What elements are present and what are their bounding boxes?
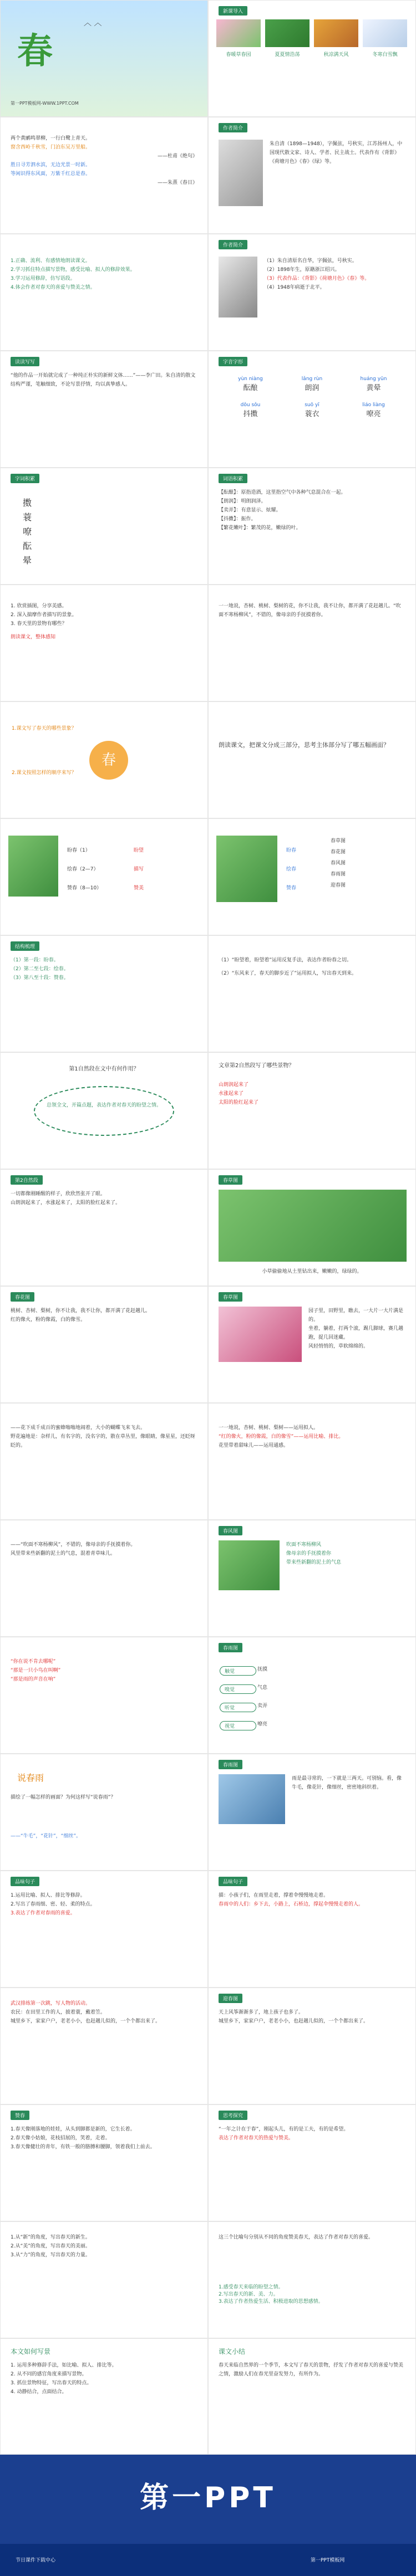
section-label: 盼春（1） xyxy=(67,848,90,853)
tile-label: 夏夏情浩荡 xyxy=(275,52,300,58)
text-line: ——“吹面不寒杨柳风”，不错的，像母亲的手抚摸着你。 xyxy=(11,1542,136,1548)
rain-question: 描绘了一幅怎样的画面？为何这样写“说春雨”？ xyxy=(11,1795,116,1800)
slide-tag: 品味句子 xyxy=(11,1877,39,1886)
slide-8 xyxy=(208,351,416,468)
word-text: 蓑衣 xyxy=(305,410,319,418)
pinyin-text: lǎng rùn xyxy=(301,376,323,382)
section-title: 说春雨 xyxy=(17,1773,44,1783)
slide-tag: 赞春 xyxy=(11,2111,29,2120)
spring-image xyxy=(216,19,261,47)
part-label: 赞春 xyxy=(286,885,297,891)
footer-right[interactable]: 第一PPT模板网 xyxy=(311,2558,345,2563)
cover-site: 第一PPT模板网-WWW.1PPT.COM xyxy=(11,101,79,106)
slide-25 xyxy=(0,1286,208,1403)
slide-12 xyxy=(0,585,208,701)
slide-27 xyxy=(0,1403,208,1520)
slide-36 xyxy=(0,1988,208,2104)
fact-line: （1）朱自清原名自华，字佩弦，号秋实。 xyxy=(264,258,357,264)
author-portrait xyxy=(219,140,263,206)
wind-lines xyxy=(11,1540,197,1631)
text-line: 城里乡下，家家户户，老老小小，也赶趟儿似的，一个个都出来了。 xyxy=(219,2019,369,2024)
slide-19 xyxy=(208,935,416,1052)
slide-22 xyxy=(0,1169,208,1286)
sound-item: “那是一只小鸟在叫啊” xyxy=(11,1668,61,1673)
vocab-list xyxy=(219,488,405,578)
slide-26 xyxy=(208,1403,416,1520)
slide-38 xyxy=(208,2104,416,2221)
slide-46 xyxy=(208,2338,416,2455)
slide-30 xyxy=(208,1637,416,1754)
tile-label: 春暖草春园 xyxy=(226,52,251,58)
text-line: 山朗润起来了，水涨起来了，太阳的脸红起来了。 xyxy=(11,1200,121,1206)
welcome-lines xyxy=(219,2008,405,2098)
word-text: 嘹亮 xyxy=(366,410,381,418)
text-line: 武汉排练第一次跳，写人物的活动。 xyxy=(11,2001,91,2006)
text-line: 2.从“美”的角度，写出春天的美丽。 xyxy=(11,2244,90,2249)
rain-image xyxy=(219,1774,285,1824)
poem-line: 窗含西岭千秋雪，门泊东吴万里船。 xyxy=(11,145,91,150)
slide-tag: 结构梳理 xyxy=(11,941,39,951)
objective-item: 1.正确、流利、有感情地朗读课文。 xyxy=(11,258,90,264)
slide-3 xyxy=(0,117,208,234)
slide-tag: 春花图 xyxy=(11,1292,34,1302)
scene-item: 迎春图 xyxy=(331,883,346,888)
grass-lines xyxy=(308,1307,405,1397)
slide-tag: 春草图 xyxy=(219,1292,242,1302)
sense-word: 卖弄 xyxy=(257,1703,268,1709)
pinyin-cell xyxy=(343,402,404,418)
slide-23 xyxy=(208,1169,416,1286)
part-label: 绘春 xyxy=(286,867,297,872)
fact-line: （2）1898年生，原籍浙江绍兴。 xyxy=(264,267,340,273)
scene-items xyxy=(219,1080,405,1163)
autumn-image xyxy=(314,19,358,47)
slide-tag: 春草图 xyxy=(219,1175,242,1185)
sound-item: “那是雨的声音在响” xyxy=(11,1677,56,1682)
slide-5 xyxy=(0,234,208,351)
slide-34 xyxy=(0,1871,208,1988)
slide-17 xyxy=(0,818,208,935)
word-text: 抖擞 xyxy=(243,410,258,418)
slide-24 xyxy=(208,1286,416,1403)
cover-title: 春 xyxy=(17,30,53,72)
summer-image xyxy=(265,19,310,47)
slide-tag: 读读写写 xyxy=(11,357,39,366)
summary-line: （2）第二至七段：绘春。 xyxy=(11,966,69,972)
text-line: 园子里，田野里，瞧去，一大片一大片满是的。 xyxy=(308,1308,404,1323)
slide-29 xyxy=(0,1520,208,1637)
rain-note: ——“牛毛”，“花针”，“细丝”。 xyxy=(11,1834,81,1839)
structure-labels xyxy=(67,841,102,898)
reading-text: 一一地说，杏树、桃树、梨树的花，你不让我，我不让你，都开满了花赶趟儿。“吹面不寒杨柳风”，不错的，像母亲的手抚摸着你。 xyxy=(219,603,401,618)
method-item: 1. 运用多种修辞手法，如比喻、拟人、排比等。 xyxy=(11,2363,117,2368)
scene-item: 太阳的脸红起来了 xyxy=(219,1100,259,1105)
method-list xyxy=(11,2361,197,2449)
pinyin-text: huáng yūn xyxy=(360,376,387,382)
scene-item: 春草图 xyxy=(331,838,346,844)
end-logo: 第一PPT xyxy=(140,2481,276,2514)
poem-author: ——杜甫《绝句》 xyxy=(157,153,197,159)
scene-item: 春风图 xyxy=(331,861,346,866)
char-item: 晕 xyxy=(23,555,32,566)
slide-2 xyxy=(208,0,416,117)
flower-lines xyxy=(11,1307,197,1397)
question-title: 第1自然段在文中有何作用？ xyxy=(69,1066,139,1072)
objective-item: 2.学习抓住特点描写景物，感受比喻、拟人的修辞效果。 xyxy=(11,267,135,273)
pinyin-text: yùn niàng xyxy=(238,376,263,382)
answer-bubble: 总领全文，开篇点题，表达作者对春天的盼望之情。 xyxy=(34,1086,174,1136)
spring-field-image xyxy=(216,836,277,902)
vocab-item: 【繁花嫩叶】：繁茂的花，嫩绿的叶。 xyxy=(219,525,301,531)
summary-line: （3）第八至十段：赞春。 xyxy=(11,975,69,981)
slide-9 xyxy=(208,468,416,585)
sense-label: 视觉 xyxy=(220,1721,256,1730)
text-line: 2.写出了春雨细、密、轻、柔的特点。 xyxy=(11,1902,95,1907)
vocab-item: 【朗润】：明朗润泽。 xyxy=(219,499,266,504)
summary-line: （1）第一段：盼春。 xyxy=(11,957,59,963)
rain-analysis xyxy=(11,1891,197,1981)
image-caption: 小草偷偷地从土里钻出来，嫩嫩的，绿绿的。 xyxy=(262,1269,362,1274)
slide-tag: 作者简介 xyxy=(219,240,247,249)
section-item: 盼望 xyxy=(134,848,144,853)
pinyin-cell xyxy=(220,376,281,392)
footer-bar xyxy=(0,2544,416,2576)
fact-line: （4）1948年病逝于北平。 xyxy=(264,285,325,290)
slide-35 xyxy=(208,1871,416,1988)
section-label: 赞春（8—10） xyxy=(67,885,102,891)
text-line: 一切都像刚睡醒的样子，欣欣然张开了眼。 xyxy=(11,1191,106,1197)
pinyin-text: liáo liàng xyxy=(362,402,385,408)
author-text: 朱自清（1898—1948），字佩弦，号秋实，江苏扬州人，中国现代散文家、诗人、学者、民主战士。代表作有《背影》《荷塘月色》《春》《绿》等。 xyxy=(270,141,403,165)
text-line: 农民：在田里工作的人，披着蓑，戴着笠。 xyxy=(11,2010,106,2015)
summary-text: 春天来临自然界的一个季节，本文写了春天的景物，抒发了作者对春天的喜爱与赞美之情，激励人们在春光里奋发努力，有所作为。 xyxy=(219,2363,404,2377)
part-labels xyxy=(286,841,296,898)
slide-tag: 春风图 xyxy=(219,1526,242,1535)
tile-label: 秋凉满天风 xyxy=(323,52,349,58)
poem-author: ——朱熹《春日》 xyxy=(157,180,197,186)
task-item: 2. 深入揣摩作者描写的景象。 xyxy=(11,612,77,618)
slide-33 xyxy=(0,1754,208,1871)
method-item: 2. 从不同的感官角度来描写景物。 xyxy=(11,2372,87,2377)
vocab-item: 【酝酿】：原指造酒，这里指空气中各种气息混合在一起。 xyxy=(219,490,346,495)
slide-45 xyxy=(0,2338,208,2455)
wind-points xyxy=(286,1540,405,1631)
slide-31 xyxy=(0,1637,208,1754)
scene-item: 春花图 xyxy=(331,849,346,855)
slide-28 xyxy=(208,1520,416,1637)
center-circle: 春 xyxy=(89,741,128,780)
winter-image xyxy=(363,19,407,47)
text-line: 桃树、杏树、梨树，你不让我，我不让你，都开满了花赶趟儿。 xyxy=(11,1308,151,1314)
slide-39 xyxy=(0,2104,208,2221)
slide-18 xyxy=(0,935,208,1052)
poem-block xyxy=(11,134,197,228)
char-item: 蓑 xyxy=(23,512,32,523)
slide-tag: 字词积累 xyxy=(11,474,39,483)
slide-13 xyxy=(208,585,416,701)
structure-summary xyxy=(11,956,197,1046)
question-2: 2.课文按照怎样的顺序来写？ xyxy=(12,770,77,776)
task-prompt: 朗读课文，把课文分成三部分，思考主体部分写了哪五幅画面？ xyxy=(219,741,389,749)
pinyin-cell xyxy=(343,376,404,392)
slide-tag: 春雨图 xyxy=(219,1643,242,1652)
pinyin-cell xyxy=(281,376,343,392)
theme-item: 3.表达了作者热爱生活、积极进取的思想感情。 xyxy=(219,2299,323,2304)
sound-item: “你在说不肯去哪呢” xyxy=(11,1659,56,1665)
flower-image xyxy=(219,1307,302,1362)
slide-10 xyxy=(0,468,208,585)
text-line: 城里乡下，家家户户，老老小小，也赶趟儿似的，一个个都出来了。 xyxy=(11,2019,161,2024)
sense-word: 气息 xyxy=(257,1685,268,1691)
poem-line: 胜日寻芳泗水滨，无边光景一时新。 xyxy=(11,162,91,168)
sense-label: 听觉 xyxy=(220,1703,256,1712)
slide-tag: 新课导入 xyxy=(219,6,247,16)
point-item: 吹面不寒杨柳风 xyxy=(286,1542,322,1548)
slide-tag: 词语积累 xyxy=(219,474,247,483)
method-item: 4. 动静结合，点面结合。 xyxy=(11,2389,67,2395)
text-line: 红的像火，粉的像霞，白的像雪。 xyxy=(11,1317,86,1323)
section-item: 描写 xyxy=(134,867,144,872)
pinyin-text: suō yī xyxy=(305,402,319,408)
sense-word: 抚摸 xyxy=(257,1667,268,1672)
sense-label: 嗅觉 xyxy=(220,1684,256,1694)
scene-item: 山朗润起来了 xyxy=(219,1082,249,1088)
word-text: 黄晕 xyxy=(366,384,381,392)
text-line: “红的像火，粉的像霞，白的像雪”——运用比喻、排比。 xyxy=(219,1434,344,1440)
text-line: 3.表达了作者对春雨的喜爱。 xyxy=(11,1911,75,1916)
word-text: 朗润 xyxy=(305,384,319,392)
task-list xyxy=(11,602,197,695)
text-line: 1.从“新”的角度，写出春天的新生。 xyxy=(11,2235,90,2240)
praise-lines xyxy=(11,2125,197,2215)
summary-text: 这三个比喻句分别从不同的角度赞美春天，表达了作者对春天的喜爱。 xyxy=(219,2235,374,2240)
bird-icon: ︿ ︿ xyxy=(84,19,102,28)
char-column xyxy=(23,496,32,568)
slide-32 xyxy=(208,1754,416,1871)
fact-line: （3）代表作品：《背影》《荷塘月色》《春》等。 xyxy=(264,276,370,281)
slide-tag: 迎春图 xyxy=(219,1994,242,2003)
slide-14 xyxy=(0,701,208,818)
slide-41 xyxy=(208,2221,416,2338)
analysis-item: （2）“东风来了，春天的脚步近了”运用拟人，写出春天到来。 xyxy=(219,971,357,976)
text-line: ——花下成千成百的蜜蜂嗡嗡地闹着，大小的蝴蝶飞来飞去。 xyxy=(11,1425,146,1431)
text-line: 3.从“力”的角度，写出春天的力量。 xyxy=(11,2252,90,2258)
point-item: 像母亲的手抚摸着你 xyxy=(286,1551,332,1556)
section-title: 课文小结 xyxy=(219,2348,246,2355)
paragraph-lines xyxy=(11,1190,197,1280)
end-slide xyxy=(0,2455,416,2544)
text-line: 坐着，躺着，打两个滚，踢几脚球，赛几趟跑，捉几回迷藏。 xyxy=(308,1326,404,1340)
theme-list xyxy=(219,2283,405,2304)
slide-15 xyxy=(208,701,416,818)
vocab-item: 【抖擞】：振作。 xyxy=(219,516,256,522)
text-line: 1.运用比喻、拟人、排比等修辞。 xyxy=(11,1893,85,1898)
slide-16 xyxy=(208,818,416,935)
slide-21 xyxy=(208,1052,416,1169)
section-label: 绘春（2—7） xyxy=(67,867,99,872)
slide-7 xyxy=(0,351,208,468)
text-line: 天上风筝渐渐多了，地上孩子也多了。 xyxy=(219,2010,304,2015)
text-line: 3.春天像健壮的青年，有铁一般的胳膊和腰脚，领着我们上前去。 xyxy=(11,2144,155,2150)
slide-6 xyxy=(208,234,416,351)
pinyin-cell xyxy=(220,402,281,418)
text-line: 春雨中的人们：乡下去，小路上，石桥边，撑起伞慢慢走着的人。 xyxy=(219,1902,364,1907)
grass-image xyxy=(219,1190,407,1262)
text-line: 2.春天像小姑娘，花枝招展的，笑着，走着。 xyxy=(11,2135,110,2141)
slide-tag: 作者简介 xyxy=(219,123,247,132)
slide-tag: 第2自然段 xyxy=(11,1175,43,1185)
analysis-item: （1）“盼望着，盼望着”运用反复手法，表达作者盼春之切。 xyxy=(219,957,352,963)
rain-caption: 雨是最寻常的，一下就是三两天。可别恼。看，像牛毛，像花针，像细丝，密密地斜织着。 xyxy=(292,1776,402,1790)
part-label: 盼春 xyxy=(286,848,297,853)
tile-label: 冬寒白雪飘 xyxy=(372,52,398,58)
task-item: 3. 春天里的景物有哪些？ xyxy=(11,621,67,627)
question-title: 文章第2自然段写了哪些景物？ xyxy=(219,1063,295,1069)
sense-word: 嘹亮 xyxy=(257,1722,268,1727)
text-line: 花里带着甜味儿——运用通感。 xyxy=(219,1443,289,1448)
think-lines xyxy=(219,2125,405,2215)
method-item: 3. 抓住景物特征，写出春天的特点。 xyxy=(11,2380,92,2386)
analysis-list xyxy=(219,956,405,1046)
spring-scene-image xyxy=(8,836,58,897)
vocab-item: 【卖弄】：有意显示、炫耀。 xyxy=(219,508,281,513)
sense-label: 触觉 xyxy=(220,1666,256,1676)
poem-line: 两个黄鹂鸣翠柳，一行白鹭上青天。 xyxy=(11,136,91,141)
char-item: 嘹 xyxy=(23,526,32,537)
objectives xyxy=(11,257,197,345)
point-item: 带来些新翻的泥土的气息 xyxy=(286,1560,342,1565)
text-line: 表达了作者对春天的热爱与赞美。 xyxy=(219,2135,294,2141)
theme-item: 1.感受春天来临的盼望之情。 xyxy=(219,2285,283,2290)
slide-37 xyxy=(208,1988,416,2104)
angle-lines xyxy=(11,2233,197,2332)
text-line: “一年之计在于春”，刚起头儿，有的是工夫，有的是希望。 xyxy=(219,2127,349,2132)
task-item: 1. 欣赏插图，分享美感。 xyxy=(11,603,67,609)
objective-item: 3.学习运用修辞，仿写语段。 xyxy=(11,276,75,281)
slide-4 xyxy=(208,117,416,234)
author-photo xyxy=(219,257,257,317)
activity-lines xyxy=(11,1999,197,2098)
pinyin-grid xyxy=(220,376,404,418)
author-facts xyxy=(264,257,405,345)
slide-20 xyxy=(0,1052,208,1169)
slide-tag: 思考探究 xyxy=(219,2111,247,2120)
footer-left[interactable]: 节日课件下载中心 xyxy=(16,2558,56,2563)
sound-list xyxy=(11,1657,197,1748)
pinyin-text: dǒu sǒu xyxy=(240,402,261,408)
rhetoric-lines xyxy=(219,1423,405,1514)
pinyin-cell xyxy=(281,402,343,418)
people-lines xyxy=(219,1891,405,1981)
slide-40 xyxy=(0,2221,208,2338)
section-title: 本文如何写景 xyxy=(11,2348,51,2355)
poem-line: 等闲识得东风面，万紫千红总是春。 xyxy=(11,171,91,177)
scene-item: 水涨起来了 xyxy=(219,1091,244,1097)
text-line: 野花遍地是：杂样儿，有名字的，没名字的，散在草丛里，像眼睛，像星星，还眨呀眨的。 xyxy=(11,1434,196,1448)
text-line: 风里带来些新翻的泥土的气息，混着青草味儿。 xyxy=(11,1551,116,1556)
task-note: 朗读课文，整体感知 xyxy=(11,634,56,640)
question-1: 1.课文写了春天的哪些景象？ xyxy=(12,726,77,731)
text-line: 1.春天像刚落地的娃娃，从头到脚都是新的，它生长着。 xyxy=(11,2127,135,2132)
scene-list xyxy=(331,836,346,891)
char-item: 擞 xyxy=(23,498,32,508)
quote-text: “他的作品一开始就完成了一种纯正朴实的新鲜文体……”——李广田。朱自清的散文结构严谨，笔触细致，不论写景抒情，均以真挚感人。 xyxy=(11,373,196,387)
slide-tag: 品味句子 xyxy=(219,1877,247,1886)
slide-tag: 春雨图 xyxy=(219,1760,242,1769)
char-item: 酝 xyxy=(23,541,32,551)
scene-item: 春雨图 xyxy=(331,872,346,877)
word-text: 酝酿 xyxy=(243,384,258,392)
objective-item: 4.体会作者对春天的喜爱与赞美之情。 xyxy=(11,285,95,290)
wind-image xyxy=(219,1540,280,1590)
slide-tag: 字音字形 xyxy=(219,357,247,366)
text-line: 一一地说，杏树、桃树、梨树——运用拟人。 xyxy=(219,1425,319,1431)
theme-item: 2.写出春天的新、美、力。 xyxy=(219,2292,278,2297)
flower-detail xyxy=(11,1423,197,1514)
text-line: 风轻悄悄的，草软绵绵的。 xyxy=(308,1344,369,1349)
section-item: 赞美 xyxy=(134,885,144,891)
sense-grid xyxy=(219,1665,296,1732)
text-line: 描：小孩子们，在雨里走着，撑着伞慢慢地走着。 xyxy=(219,1893,329,1898)
cover-slide xyxy=(0,0,208,117)
structure-items xyxy=(134,841,144,898)
